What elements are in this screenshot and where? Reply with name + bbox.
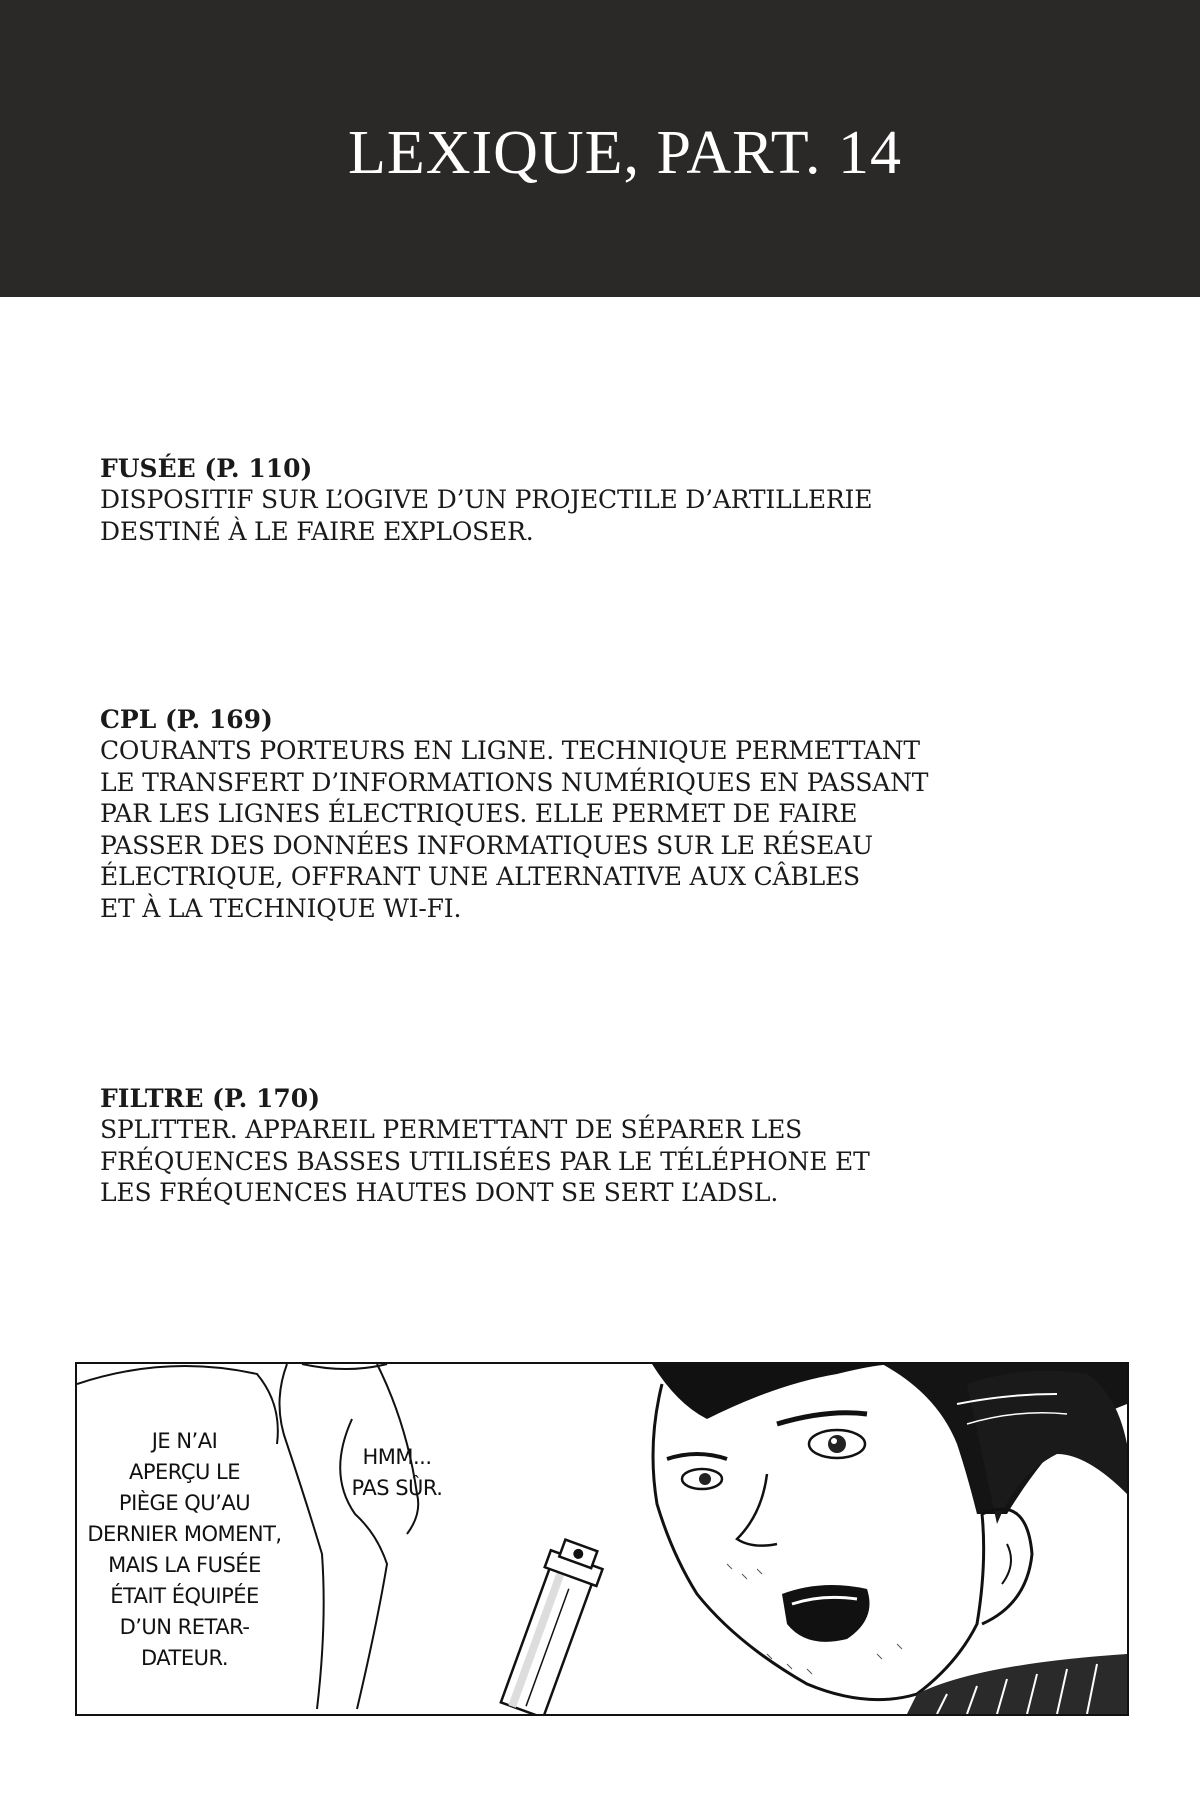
speech-bubble-left [87,1426,282,1674]
definition-line: ET À LA TECHNIQUE WI-FI. [100,893,462,923]
comic-panel [75,1362,1129,1716]
definition-line: SPLITTER. APPAREIL PERMETTANT DE SÉPARER LES [100,1115,803,1144]
glossary-entry-fusee [100,453,1120,547]
definition-line: PASSER DES DONNÉES INFORMATIQUES SUR LE RÉSEAU [100,830,873,860]
glossary-entry-filtre [100,1083,1120,1209]
bubble-line: MAIS LA FUSÉE [108,1553,261,1577]
bubble-line: APERÇU LE [128,1460,241,1484]
bubble-line: D’UN RETAR- [119,1615,250,1639]
definition-line: FRÉQUENCES BASSES UTILISÉES PAR LE TÉLÉPHONE ET [100,1146,870,1176]
entry-term: FILTRE (P. 170) [100,1084,321,1113]
definition-line: PAR LES LIGNES ÉLECTRIQUES. ELLE PERMET DE FAIRE [100,799,858,828]
header-banner [0,0,1200,297]
speech-bubble-right [327,1442,467,1504]
definition-line: DESTINÉ À LE FAIRE EXPLOSER. [100,516,534,546]
entry-definition [100,1114,1120,1209]
entry-definition [100,484,1120,547]
page-title: LEXIQUE, PART. 14 [347,119,903,187]
bubble-line: HMM... [362,1445,432,1469]
entry-term: CPL (P. 169) [100,705,273,734]
definition-line: DISPOSITIF SUR L’OGIVE D’UN PROJECTILE D’ARTILLERIE [100,485,873,514]
glossary-entry-cpl [100,704,1120,924]
definition-line: COURANTS PORTEURS EN LIGNE. TECHNIQUE PERMETTANT [100,736,920,765]
bubble-line: ÉTAIT ÉQUIPÉE [110,1584,259,1608]
bubble-line: DERNIER MOMENT, [87,1522,282,1546]
definition-line: ÉLECTRIQUE, OFFRANT UNE ALTERNATIVE AUX CÂBLES [100,862,860,891]
definition-line: LES FRÉQUENCES HAUTES DONT SE SERT L’ADSL. [100,1178,779,1207]
definition-line: LE TRANSFERT D’INFORMATIONS NUMÉRIQUES EN PASSANT [100,767,929,797]
entry-definition [100,735,1120,924]
bubble-line: PAS SÛR. [351,1476,443,1500]
entry-term: FUSÉE (P. 110) [100,454,313,483]
bubble-line: JE N’AI [151,1429,218,1453]
bubble-line: DATEUR. [140,1646,229,1670]
bubble-line: PIÈGE QU’AU [118,1491,251,1515]
